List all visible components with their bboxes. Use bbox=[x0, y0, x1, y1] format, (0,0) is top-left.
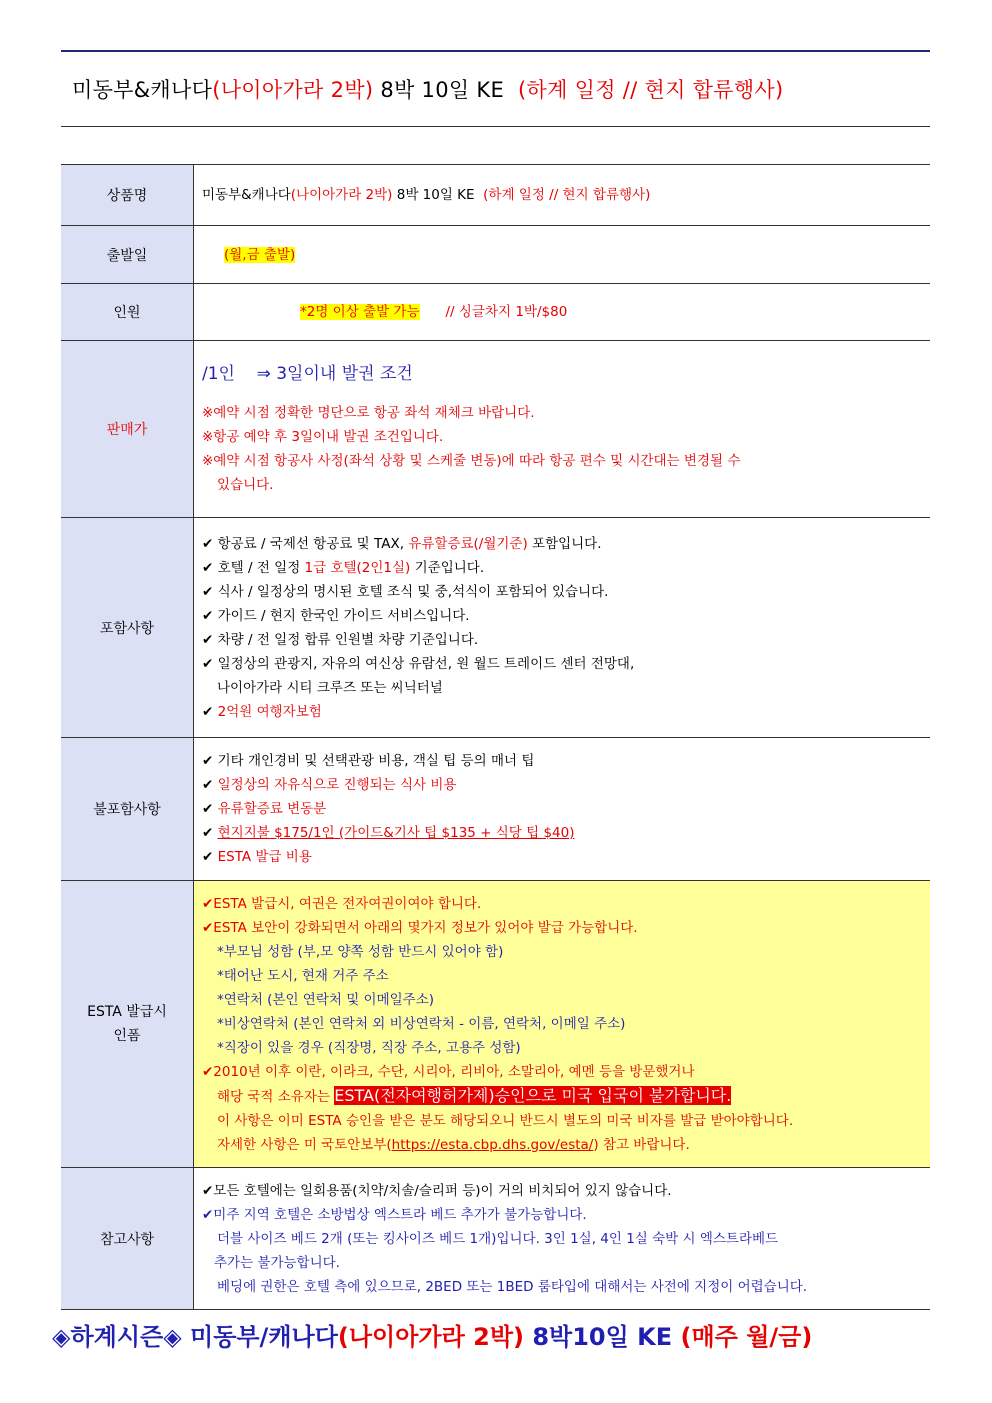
excluded-item: ✔ 일정상의 자유식으로 진행되는 식사 비용 bbox=[202, 777, 457, 793]
esta-item: *연락처 (본인 연락처 및 이메일주소) bbox=[217, 991, 435, 1008]
included-item: ✔ 항공료 / 국제선 항공료 및 TAX, 유류할증료(/월기준) 포함입니다. bbox=[202, 535, 602, 552]
esta-item: 해당 국적 소유자는 ESTA(전자여행허가제)승인으로 미국 입국이 불가합니다. bbox=[217, 1085, 732, 1105]
excluded-item: ✔ 현지지불 $175/1인 (가이드&기사 팁 $135 + 식당 팁 $40) bbox=[202, 825, 575, 841]
label-price: 판매가 bbox=[61, 341, 194, 518]
value-departure bbox=[194, 226, 931, 284]
label-notes: 참고사항 bbox=[61, 1168, 194, 1310]
esta-label-line1: ESTA 발급시 bbox=[87, 1004, 167, 1020]
esta-item: ✔ESTA 발급시, 여권은 전자여권이여야 합니다. bbox=[202, 895, 482, 912]
label-esta bbox=[61, 881, 194, 1168]
departure-days: (월,금 출발) bbox=[224, 246, 296, 263]
value-esta bbox=[194, 881, 931, 1168]
esta-item: *태어난 도시, 현재 거주 주소 bbox=[217, 967, 389, 984]
esta-item: *비상연락처 (본인 연락처 외 비상연락처 - 이름, 연락처, 이메일 주소) bbox=[217, 1015, 626, 1032]
top-rule bbox=[61, 50, 930, 52]
min-people: *2명 이상 출발 가능 bbox=[300, 304, 420, 320]
esta-item: 이 사항은 이미 ESTA 승인을 받은 분도 해당되오니 반드시 별도의 미국 비자를 발급 받아야합니다. bbox=[217, 1112, 794, 1129]
row-excluded bbox=[61, 738, 930, 881]
excluded-item: ✔ ESTA 발급 비용 bbox=[202, 849, 312, 865]
label-included: 포함사항 bbox=[61, 518, 194, 738]
notes-item: 추가는 불가능합니다. bbox=[214, 1254, 340, 1271]
label-excluded: 불포함사항 bbox=[61, 738, 194, 881]
product-name-a: 미동부&캐나다 bbox=[202, 187, 291, 203]
included-item: 나이아가라 시티 크루즈 또는 씨닉터널 bbox=[217, 679, 443, 696]
price-note-4: 있습니다. bbox=[217, 477, 274, 493]
footer-part-a: ◈하계시즌◈ 미동부/캐나다 bbox=[52, 1323, 338, 1351]
price-note-1: ※예약 시점 정확한 명단으로 항공 좌석 재체크 바랍니다. bbox=[202, 405, 535, 421]
value-product bbox=[194, 165, 931, 226]
product-info-table bbox=[61, 164, 930, 1310]
notes-item: 더블 사이즈 베드 2개 (또는 킹사이즈 베드 1개)입니다. 3인 1실, 4인 1실 숙박 시 엑스트라베드 bbox=[217, 1230, 779, 1247]
included-item: ✔ 호텔 / 전 일정 1급 호텔(2인1실) 기준입니다. bbox=[202, 559, 485, 576]
title-underline bbox=[61, 126, 930, 127]
title-part-d: (하계 일정 // 현지 합류행사) bbox=[518, 78, 784, 102]
title-part-a: 미동부&캐나다 bbox=[72, 78, 213, 102]
notes-item: 베딩에 권한은 호텔 측에 있으므로, 2BED 또는 1BED 룸타입에 대해서는 사전에 지정이 어렵습니다. bbox=[217, 1278, 808, 1295]
row-people bbox=[61, 284, 930, 341]
page-title bbox=[72, 74, 784, 104]
included-item: ✔ 가이드 / 현지 한국인 가이드 서비스입니다. bbox=[202, 607, 470, 624]
value-included bbox=[194, 518, 931, 738]
excluded-item: ✔ 유류할증료 변동분 bbox=[202, 801, 327, 817]
label-people: 인원 bbox=[61, 284, 194, 341]
esta-item: ✔ESTA 보안이 강화되면서 아래의 몇가지 정보가 있어야 발급 가능합니다. bbox=[202, 919, 638, 936]
title-part-b: (나이아가라 2박) bbox=[212, 78, 374, 102]
value-price bbox=[194, 341, 931, 518]
label-product: 상품명 bbox=[61, 165, 194, 226]
included-item: ✔ 차량 / 전 일정 합류 인원별 차량 기준입니다. bbox=[202, 631, 479, 648]
row-esta bbox=[61, 881, 930, 1168]
footer-part-b: (나이아가라 2박) bbox=[337, 1323, 524, 1351]
excluded-item: ✔ 기타 개인경비 및 선택관광 비용, 객실 팁 등의 매너 팁 bbox=[202, 753, 535, 769]
footer-part-d: (매주 월/금) bbox=[680, 1323, 813, 1351]
footer-part-c: 8박10일 KE bbox=[523, 1323, 681, 1351]
label-departure: 출발일 bbox=[61, 226, 194, 284]
title-part-c: 8박 10일 KE bbox=[373, 78, 519, 102]
included-item: ✔ 2억원 여행자보험 bbox=[202, 703, 322, 720]
notes-item: ✔미주 지역 호텔은 소방법상 엑스트라 베드 추가가 불가능합니다. bbox=[202, 1206, 587, 1223]
value-notes bbox=[194, 1168, 931, 1310]
included-item: ✔ 일정상의 관광지, 자유의 여신상 유람선, 원 월드 트레이드 센터 전망대, bbox=[202, 655, 635, 672]
esta-item: ✔2010년 이후 이란, 이라크, 수단, 시리아, 리비아, 소말리아, 예멘 등을 방문했거나 bbox=[202, 1063, 695, 1080]
esta-label-line2: 인폼 bbox=[113, 1028, 141, 1044]
price-note-3: ※예약 시점 항공사 사정(좌석 상황 및 스케줄 변동)에 따라 항공 편수 및 시간대는 변경될 수 bbox=[202, 453, 741, 469]
esta-item: 자세한 사항은 미 국토안보부(https://esta.cbp.dhs.gov/esta/) 참고 바랍니다. bbox=[217, 1136, 690, 1153]
product-name-d: (하계 일정 // 현지 합류행사) bbox=[483, 187, 651, 203]
value-excluded bbox=[194, 738, 931, 881]
row-notes bbox=[61, 1168, 930, 1310]
esta-item: *직장이 있을 경우 (직장명, 직장 주소, 고용주 성함) bbox=[217, 1039, 521, 1056]
dhs-link[interactable]: https://esta.cbp.dhs.gov/esta/ bbox=[391, 1136, 594, 1153]
product-name-c: 8박 10일 KE bbox=[392, 187, 484, 203]
footer-banner bbox=[52, 1317, 812, 1352]
price-note-2: ※항공 예약 후 3일이내 발권 조건입니다. bbox=[202, 429, 444, 445]
single-charge: // 싱글차지 1박/$80 bbox=[445, 304, 568, 320]
value-people bbox=[194, 284, 931, 341]
notes-item: ✔모든 호텔에는 일회용품(치약/치솔/슬리퍼 등)이 거의 비치되어 있지 않습니다. bbox=[202, 1182, 672, 1199]
product-name-b: (나이아가라 2박) bbox=[290, 187, 393, 203]
row-product bbox=[61, 165, 930, 226]
row-departure bbox=[61, 226, 930, 284]
price-line: /1인 ⇒ 3일이내 발권 조건 bbox=[202, 364, 413, 384]
esta-item: *부모님 성함 (부,모 양쪽 성함 반드시 있어야 함) bbox=[217, 943, 504, 960]
included-item: ✔ 식사 / 일정상의 명시된 호텔 조식 및 중,석식이 포함되어 있습니다. bbox=[202, 583, 609, 600]
row-price bbox=[61, 341, 930, 518]
row-included bbox=[61, 518, 930, 738]
